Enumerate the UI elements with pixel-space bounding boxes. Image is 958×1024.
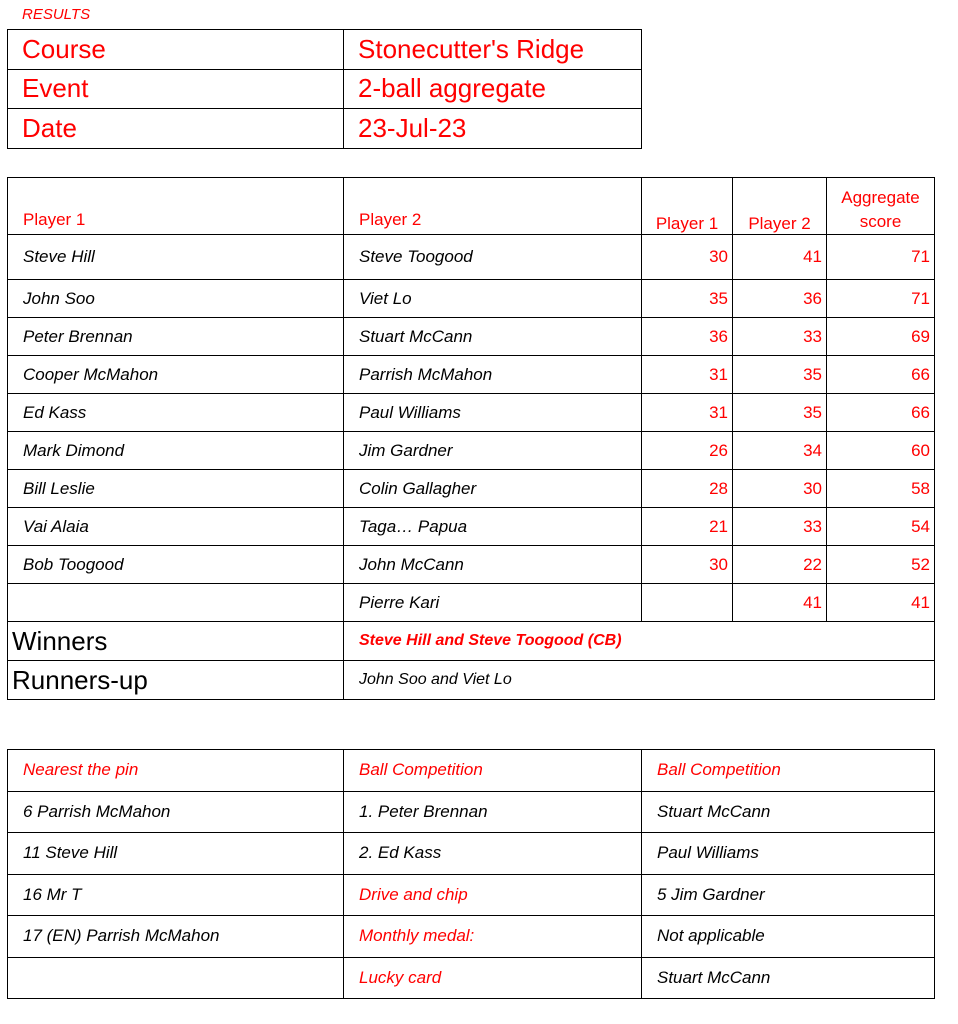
player2-score: 34 [733,432,827,470]
player1-score: 36 [642,318,733,356]
awards-row [8,874,935,916]
info-value: 23-Jul-23 [344,109,642,149]
header-aggregate-score: Aggregate score [827,178,935,235]
awards-row [8,833,935,875]
aggregate-score: 41 [827,584,935,622]
awards-cell: Nearest the pin [8,750,344,792]
awards-cell: Drive and chip [344,874,642,916]
awards-cell: Paul Williams [642,833,935,875]
info-label: Course [8,30,344,70]
player1-score: 21 [642,508,733,546]
aggregate-score: 69 [827,318,935,356]
awards-cell: 5 Jim Gardner [642,874,935,916]
player2-name: Parrish McMahon [344,356,642,394]
player1-name: Cooper McMahon [8,356,344,394]
aggregate-score: 58 [827,470,935,508]
player2-score: 22 [733,546,827,584]
awards-cell: 6 Parrish McMahon [8,791,344,833]
player1-name: John Soo [8,280,344,318]
player2-score: 33 [733,508,827,546]
player1-score: 30 [642,546,733,584]
event-info-table [7,29,642,149]
player1-name: Peter Brennan [8,318,344,356]
score-row [8,318,935,356]
results-label: RESULTS [22,6,91,23]
header-player2-score: Player 2 [733,178,827,235]
info-value: 2-ball aggregate [344,69,642,109]
runners-label: Runners-up [8,661,344,700]
player1-score: 30 [642,235,733,280]
header-player1-score: Player 1 [642,178,733,235]
aggregate-score: 54 [827,508,935,546]
winners-value: Steve Hill and Steve Toogood (CB) [344,622,935,661]
scores-table [7,177,935,700]
player1-score: 26 [642,432,733,470]
player2-name: John McCann [344,546,642,584]
player1-name: Bob Toogood [8,546,344,584]
score-row [8,432,935,470]
score-row [8,394,935,432]
info-row [8,30,642,70]
player1-name: Vai Alaia [8,508,344,546]
player2-score: 33 [733,318,827,356]
awards-row [8,791,935,833]
aggregate-score: 71 [827,235,935,280]
scores-header-row [8,178,935,235]
score-row [8,470,935,508]
awards-cell: Ball Competition [642,750,935,792]
header-player2-name: Player 2 [344,178,642,235]
player2-name: Jim Gardner [344,432,642,470]
awards-cell: Not applicable [642,916,935,958]
player1-score: 31 [642,394,733,432]
winners-label: Winners [8,622,344,661]
score-row [8,356,935,394]
header-player1-name: Player 1 [8,178,344,235]
awards-cell: Lucky card [344,957,642,999]
player2-name: Taga… Papua [344,508,642,546]
score-row [8,280,935,318]
info-row [8,109,642,149]
awards-cell: 2. Ed Kass [344,833,642,875]
awards-cell: 16 Mr T [8,874,344,916]
player2-score: 35 [733,394,827,432]
awards-row [8,916,935,958]
player1-name: Ed Kass [8,394,344,432]
player2-score: 41 [733,584,827,622]
player2-score: 35 [733,356,827,394]
player1-score [642,584,733,622]
awards-cell [8,957,344,999]
info-value: Stonecutter's Ridge [344,30,642,70]
player2-name: Pierre Kari [344,584,642,622]
score-row [8,584,935,622]
awards-cell: Stuart McCann [642,791,935,833]
awards-table [7,749,935,999]
winners-row [8,622,935,661]
player1-score: 35 [642,280,733,318]
awards-row [8,750,935,792]
runners-value: John Soo and Viet Lo [344,661,935,700]
awards-cell: Monthly medal: [344,916,642,958]
aggregate-score: 66 [827,356,935,394]
aggregate-score: 60 [827,432,935,470]
awards-cell: 17 (EN) Parrish McMahon [8,916,344,958]
runners-row [8,661,935,700]
info-label: Date [8,109,344,149]
info-label: Event [8,69,344,109]
player2-name: Viet Lo [344,280,642,318]
player2-name: Colin Gallagher [344,470,642,508]
player2-name: Steve Toogood [344,235,642,280]
player1-score: 31 [642,356,733,394]
info-row [8,69,642,109]
aggregate-score: 71 [827,280,935,318]
player2-score: 30 [733,470,827,508]
aggregate-score: 66 [827,394,935,432]
player2-name: Paul Williams [344,394,642,432]
score-row [8,546,935,584]
player1-name: Mark Dimond [8,432,344,470]
player1-name: Bill Leslie [8,470,344,508]
awards-row [8,957,935,999]
awards-cell: 11 Steve Hill [8,833,344,875]
player1-score: 28 [642,470,733,508]
awards-cell: Stuart McCann [642,957,935,999]
awards-cell: Ball Competition [344,750,642,792]
player2-score: 41 [733,235,827,280]
score-row [8,235,935,280]
player1-name: Steve Hill [8,235,344,280]
player2-name: Stuart McCann [344,318,642,356]
player1-name [8,584,344,622]
awards-cell: 1. Peter Brennan [344,791,642,833]
player2-score: 36 [733,280,827,318]
aggregate-score: 52 [827,546,935,584]
score-row [8,508,935,546]
